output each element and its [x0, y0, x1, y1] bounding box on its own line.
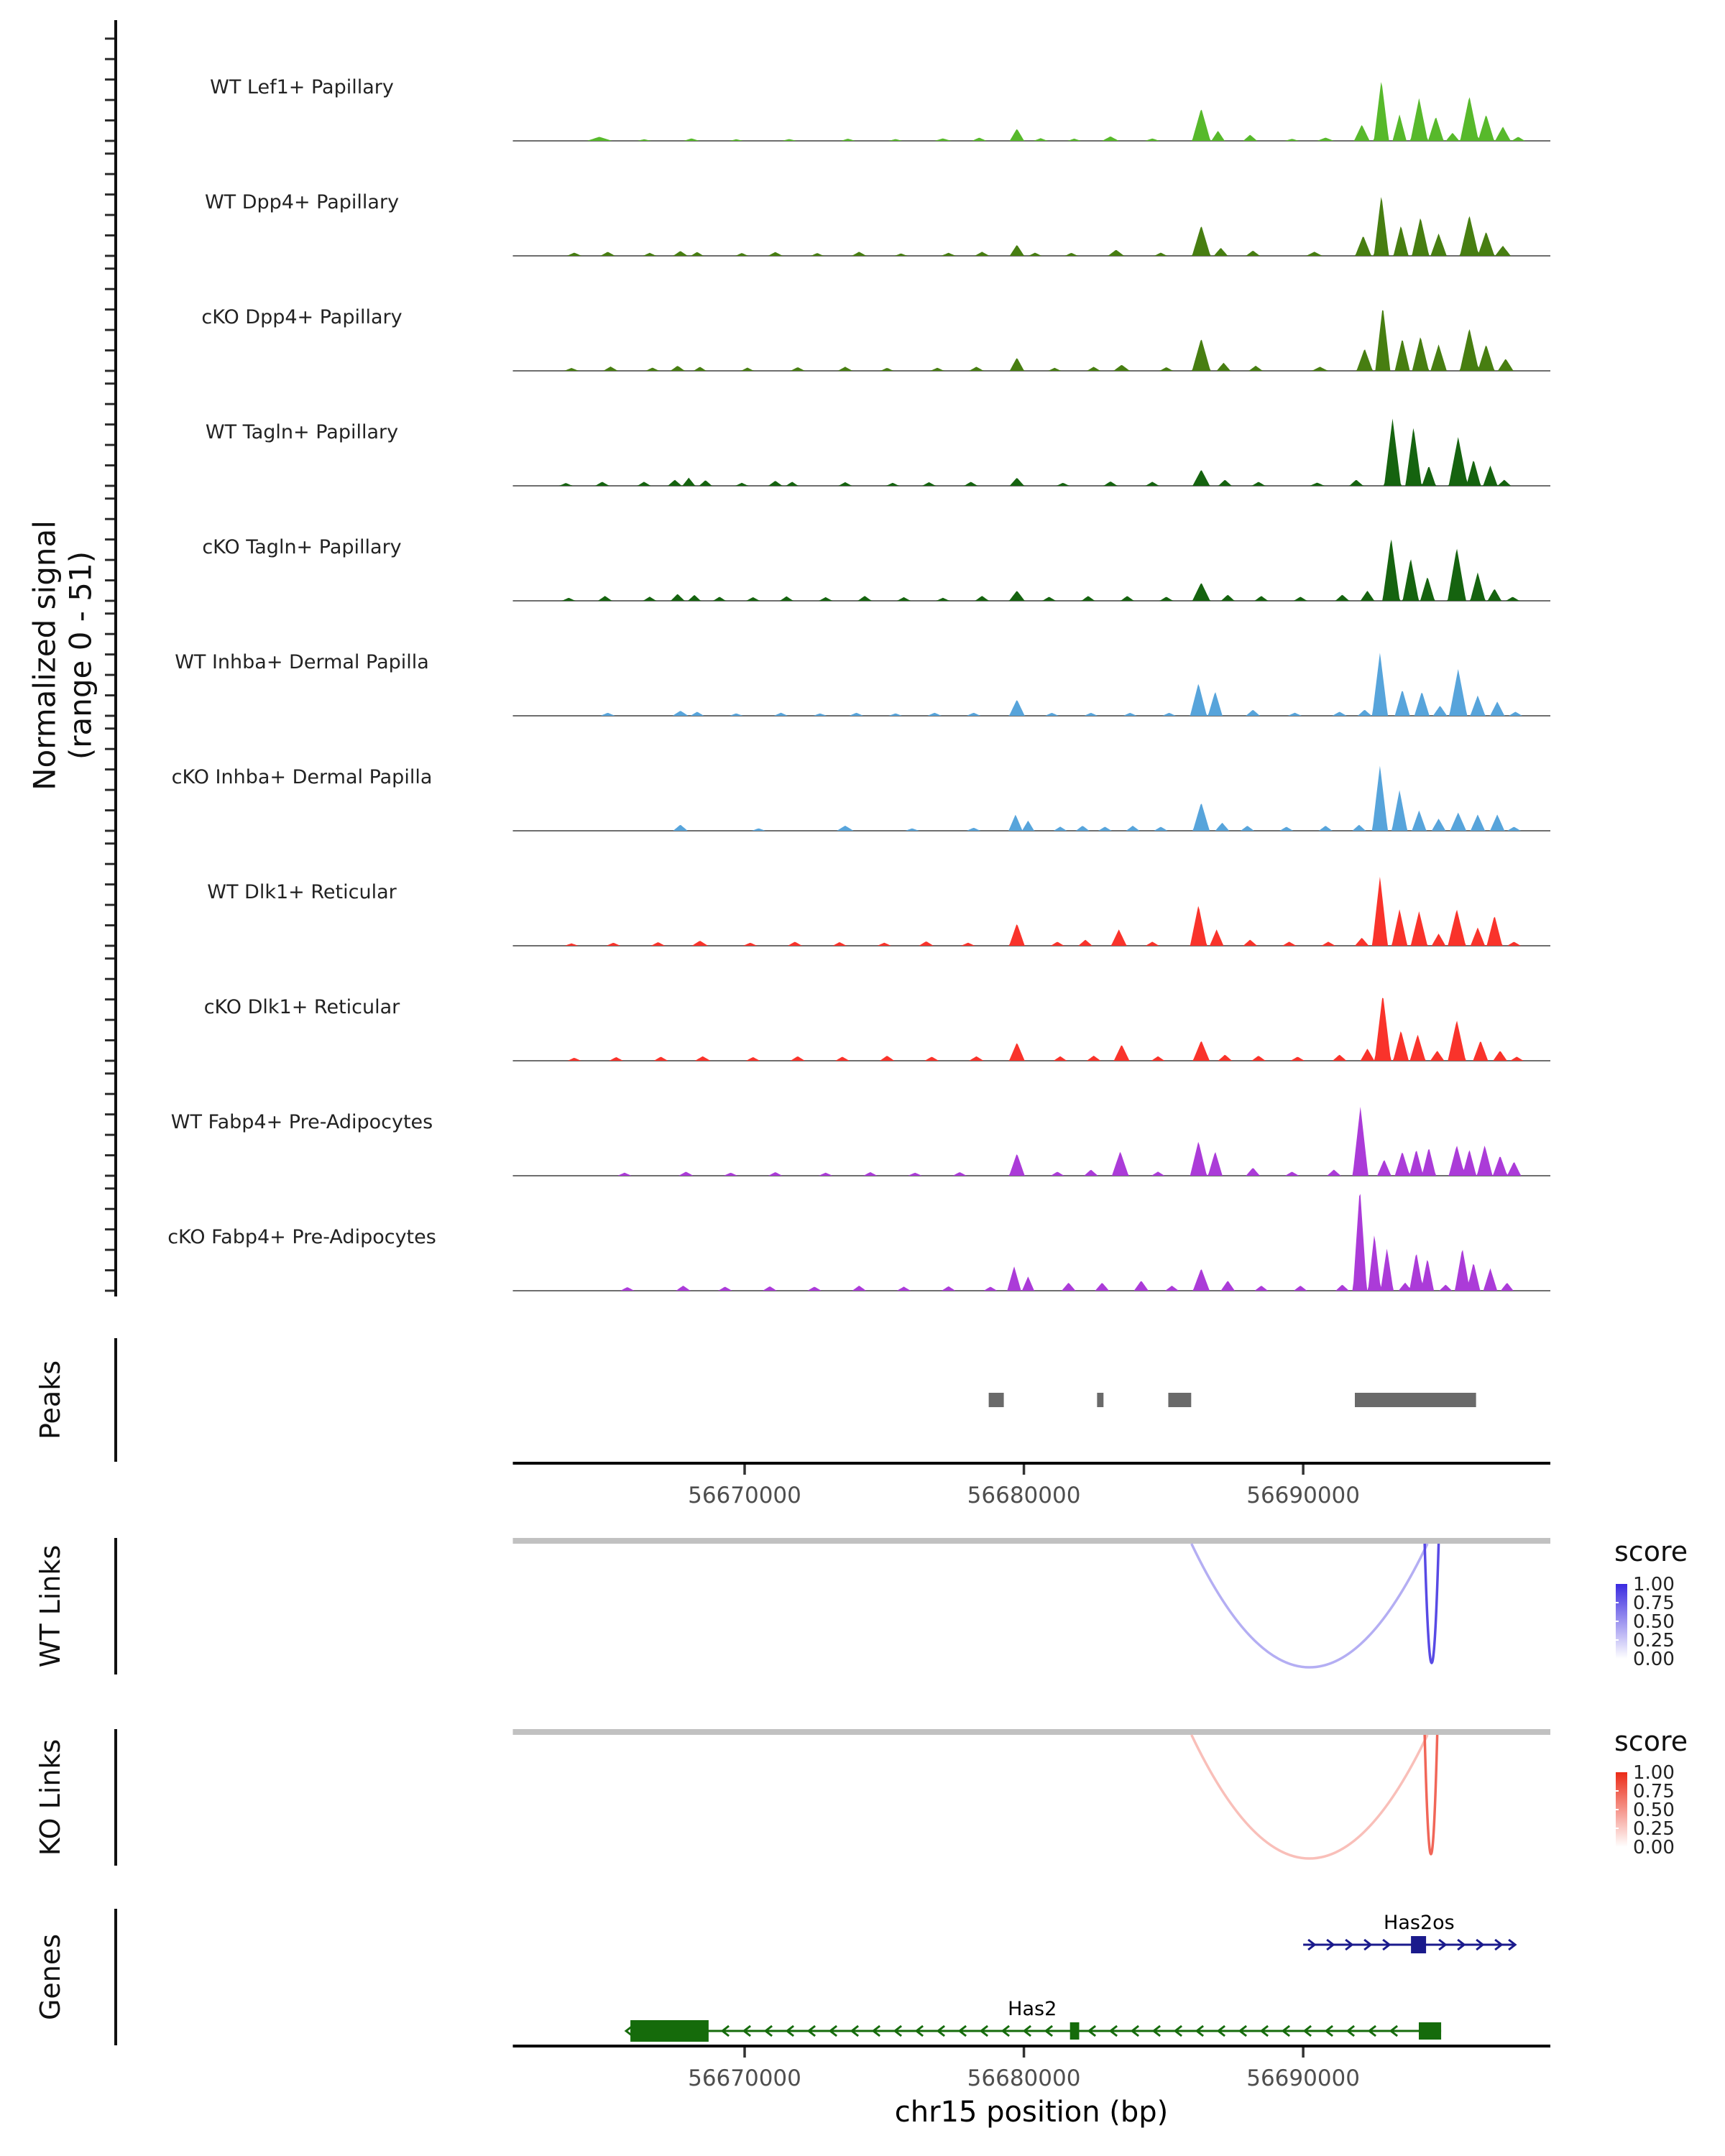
- gene-models-layer: [114, 1909, 1515, 2045]
- track-label-wt-fabp4-pre-adipocytes: WT Fabp4+ Pre-Adipocytes: [170, 1111, 433, 1133]
- axis-tick-label: 56670000: [688, 1483, 801, 1508]
- legend-tick-label: 0.00: [1633, 1837, 1675, 1858]
- legend-tick-label: 0.00: [1633, 1649, 1675, 1670]
- peaks-section-label: Peaks: [34, 1360, 66, 1440]
- legend-tick-label: 0.50: [1633, 1611, 1675, 1633]
- legend-tick-label: 0.25: [1633, 1630, 1675, 1651]
- track-label-wt-inhba-dermal-papilla: WT Inhba+ Dermal Papilla: [175, 651, 429, 673]
- wt-score-legend-title: score: [1614, 1536, 1688, 1567]
- legend-tick-label: 0.25: [1633, 1818, 1675, 1840]
- axis-tick-label: 56680000: [967, 1483, 1081, 1508]
- ko-links-section-label: KO Links: [34, 1738, 66, 1856]
- axis-tick-label: 56670000: [688, 2065, 801, 2091]
- wt-links-section-label: WT Links: [34, 1544, 66, 1668]
- gene-label-has2: Has2: [1008, 1998, 1057, 2020]
- track-label-cko-dpp4-papillary: cKO Dpp4+ Papillary: [201, 306, 402, 328]
- score-legends-layer: [1614, 1536, 1688, 1858]
- position-axis-top: [513, 1463, 1551, 1508]
- axis-tick-label: 56690000: [1246, 1483, 1361, 1508]
- track-label-wt-dlk1-reticular: WT Dlk1+ Reticular: [207, 881, 397, 903]
- wt-links-layer: [114, 1538, 1550, 1674]
- axis-tick-label: 56690000: [1246, 2065, 1361, 2091]
- legend-tick-label: 1.00: [1633, 1574, 1675, 1595]
- legend-tick-label: 1.00: [1633, 1762, 1675, 1784]
- track-label-wt-dpp4-papillary: WT Dpp4+ Papillary: [204, 191, 400, 213]
- track-label-cko-dlk1-reticular: cKO Dlk1+ Reticular: [203, 996, 400, 1018]
- track-label-wt-tagln-papillary: WT Tagln+ Papillary: [205, 421, 399, 443]
- genes-section-label: Genes: [34, 1933, 66, 2021]
- track-label-cko-fabp4-pre-adipocytes: cKO Fabp4+ Pre-Adipocytes: [167, 1226, 436, 1248]
- track-label-wt-lef1-papillary: WT Lef1+ Papillary: [210, 76, 394, 98]
- legend-tick-label: 0.75: [1633, 1593, 1675, 1614]
- track-label-cko-tagln-papillary: cKO Tagln+ Papillary: [202, 536, 402, 558]
- track-label-cko-inhba-dermal-papilla: cKO Inhba+ Dermal Papilla: [171, 766, 433, 788]
- peaks-track-layer: [114, 1338, 1476, 1462]
- y-axis-title-line2: (range 0 - 51): [63, 550, 98, 760]
- y-axis-title-line1: Normalized signal: [27, 520, 63, 791]
- position-axis-bottom: [513, 2046, 1551, 2091]
- x-axis-title: chr15 position (bp): [894, 2096, 1169, 2129]
- ko-links-layer: [114, 1729, 1550, 1866]
- legend-tick-label: 0.50: [1633, 1800, 1675, 1821]
- gene-label-has2os: Has2os: [1384, 1912, 1455, 1934]
- signal-tracks-layer: [513, 82, 1551, 1291]
- ko-score-legend-title: score: [1614, 1726, 1688, 1757]
- legend-tick-label: 0.75: [1633, 1781, 1675, 1802]
- axis-tick-label: 56680000: [967, 2065, 1081, 2091]
